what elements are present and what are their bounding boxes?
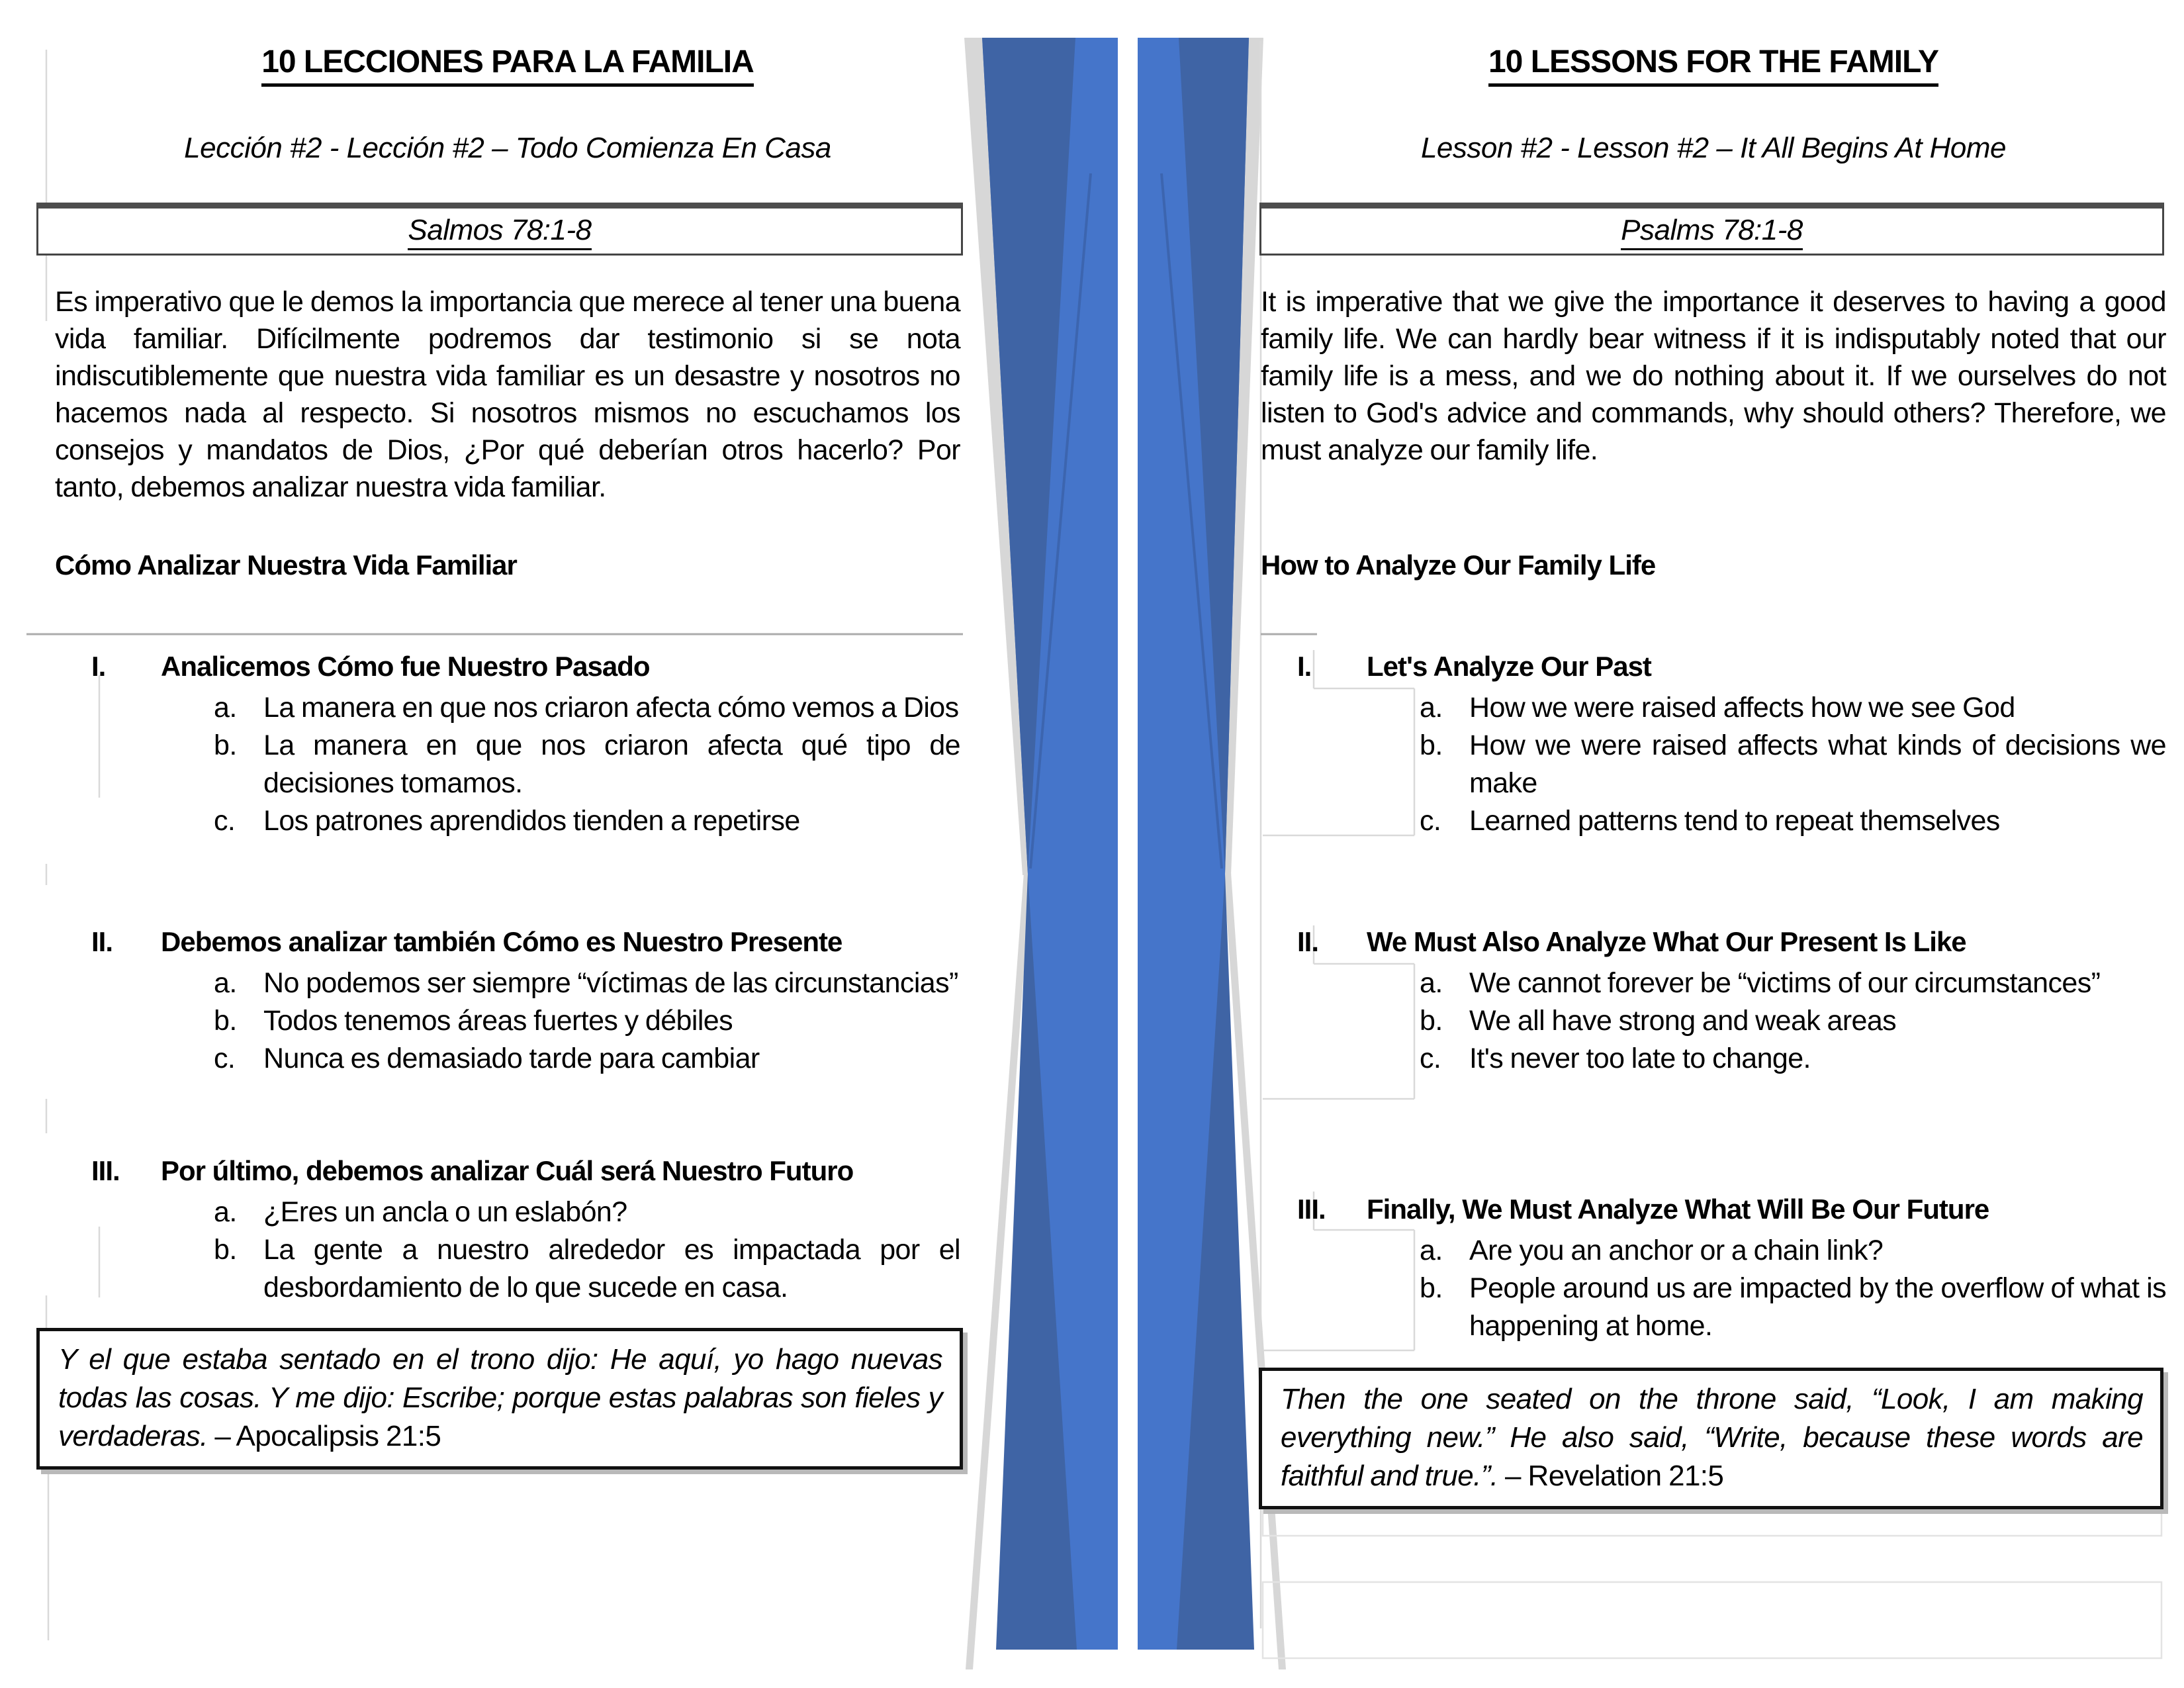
list-item <box>55 1002 960 1040</box>
item-label: c. <box>1420 1043 1441 1074</box>
item-label: c. <box>214 1043 236 1074</box>
list-item <box>55 727 960 802</box>
item-label: b. <box>214 1005 237 1037</box>
item-text: No podemos ser siempre “víctimas de las circunstancias” <box>263 967 958 999</box>
list-item <box>1261 1270 2166 1345</box>
list-item <box>1261 1002 2166 1040</box>
item-text: How we were raised affects what kinds of decisions we make <box>1469 729 2166 799</box>
item-label: a. <box>1420 967 1443 999</box>
item-text: People around us are impacted by the overflow of what is happening at home. <box>1469 1272 2166 1342</box>
scripture-reference-box-english <box>1259 203 2164 256</box>
outline-heading: Debemos analizar también Cómo es Nuestro Presente <box>161 926 842 957</box>
outline-section-1-english <box>1261 647 2166 840</box>
list-item <box>55 1040 960 1078</box>
lesson-subtitle-english: Lesson #2 - Lesson #2 – It All Begins At Home <box>1420 132 2007 164</box>
outline-numeral: III. <box>1297 1194 1326 1225</box>
list-item <box>1261 1232 2166 1270</box>
outline-heading: Analicemos Cómo fue Nuestro Pasado <box>161 651 650 682</box>
outline-heading: Por último, debemos analizar Cuál será Nuestro Futuro <box>161 1155 854 1186</box>
outline-section-2-english <box>1261 923 2166 1078</box>
outline-numeral: I. <box>1297 651 1312 682</box>
item-label: b. <box>1420 1272 1443 1304</box>
spanish-column <box>55 0 960 1688</box>
item-text: We cannot forever be “victims of our circumstances” <box>1469 967 2101 999</box>
list-item <box>1261 964 2166 1002</box>
list-item <box>55 1194 960 1231</box>
quote-text-english: Then the one seated on the throne said, “Look, I am making everything new.” He also said, “Write, because these words are faithful and true.”. <box>1281 1383 2143 1492</box>
item-label: a. <box>1420 1235 1443 1266</box>
item-text: La manera en que nos criaron afecta qué tipo de decisiones tomamos. <box>263 729 960 799</box>
intro-paragraph-english: It is imperative that we give the importance it deserves to having a good family life. We can hardly bear witness if it is indisputably noted that our family life is a mess, and we do nothing about it. If we ourselves do not listen to God's advice and commands, why should others? Therefore, we must analyze our family life. <box>1261 286 2166 466</box>
outline-heading: Let's Analyze Our Past <box>1367 651 1651 682</box>
item-label: a. <box>214 967 237 999</box>
outline-numeral: I. <box>91 651 106 682</box>
item-text: La manera en que nos criaron afecta cómo vemos a Dios <box>263 692 959 724</box>
analyze-heading-spanish: Cómo Analizar Nuestra Vida Familiar <box>55 549 517 581</box>
item-label: b. <box>1420 729 1443 761</box>
item-text: Nunca es demasiado tarde para cambiar <box>263 1043 760 1074</box>
analyze-heading-english: How to Analyze Our Family Life <box>1261 549 1656 581</box>
quote-attribution-spanish: – Apocalipsis 21:5 <box>207 1420 441 1452</box>
outline-numeral: II. <box>1297 926 1319 957</box>
item-label: b. <box>1420 1005 1443 1037</box>
list-item <box>55 689 960 727</box>
outline-heading: Finally, We Must Analyze What Will Be Our Future <box>1367 1194 1989 1225</box>
item-label: c. <box>214 805 236 837</box>
page-title-english <box>1261 42 2166 82</box>
lesson-subtitle-spanish: Lección #2 - Lección #2 – Todo Comienza En Casa <box>184 132 831 164</box>
outline-section-3-spanish <box>55 1152 960 1307</box>
scripture-reference-box-spanish <box>36 203 963 256</box>
item-text: Todos tenemos áreas fuertes y débiles <box>263 1005 733 1037</box>
item-text: How we were raised affects how we see God <box>1469 692 2015 724</box>
outline-section-2-spanish <box>55 923 960 1078</box>
quote-attribution-english: – Revelation 21:5 <box>1498 1460 1724 1492</box>
list-item <box>1261 802 2166 840</box>
outline-heading: We Must Also Analyze What Our Present Is Like <box>1367 926 1966 957</box>
item-text: La gente a nuestro alrededor es impactada por el desbordamiento de lo que sucede en casa. <box>263 1234 960 1303</box>
item-text: ¿Eres un ancla o un eslabón? <box>263 1196 627 1228</box>
item-text: Learned patterns tend to repeat themselves <box>1469 805 2000 837</box>
list-item <box>1261 1040 2166 1078</box>
page-title-english-text: 10 LESSONS FOR THE FAMILY <box>1488 44 1938 87</box>
outline-section-3-english <box>1261 1190 2166 1345</box>
english-column <box>1261 0 2166 1688</box>
list-item <box>55 802 960 840</box>
item-label: a. <box>1420 692 1443 724</box>
item-text: Los patrones aprendidos tienden a repetirse <box>263 805 800 837</box>
item-label: c. <box>1420 805 1441 837</box>
page-title-spanish <box>55 42 960 82</box>
item-label: b. <box>214 729 237 761</box>
item-text: We all have strong and weak areas <box>1469 1005 1897 1037</box>
scripture-reference-spanish: Salmos 78:1-8 <box>408 214 591 250</box>
list-item <box>1261 689 2166 727</box>
outline-numeral: III. <box>91 1155 120 1186</box>
intro-paragraph-spanish: Es imperativo que le demos la importancia que merece al tener una buena vida familiar. Difícilmente podremos dar testimonio si se nota indiscutiblemente que nuestra vida familiar es un desastre y nosotros no hacemos nada al respecto. Si nosotros mismos no escuchamos los consejos y mandatos de Dios, ¿Por qué deberían otros hacerlo? Por tanto, debemos analizar nuestra vida familiar. <box>55 286 960 503</box>
quote-text-spanish: Y el que estaba sentado en el trono dijo: He aquí, yo hago nuevas todas las cosas. Y me dijo: Escribe; porque estas palabras son fieles y verdaderas. <box>58 1343 942 1452</box>
quote-box-english <box>1259 1368 2163 1509</box>
item-label: a. <box>214 692 237 724</box>
page-title-spanish-text: 10 LECCIONES PARA LA FAMILIA <box>261 44 754 87</box>
item-label: a. <box>214 1196 237 1228</box>
outline-numeral: II. <box>91 926 113 957</box>
list-item <box>55 1231 960 1307</box>
item-text: It's never too late to change. <box>1469 1043 1811 1074</box>
outline-section-1-spanish <box>55 647 960 840</box>
item-label: b. <box>214 1234 237 1266</box>
item-text: Are you an anchor or a chain link? <box>1469 1235 1884 1266</box>
list-item <box>55 964 960 1002</box>
list-item <box>1261 727 2166 802</box>
quote-box-spanish <box>36 1328 963 1470</box>
scripture-reference-english: Psalms 78:1-8 <box>1621 214 1803 250</box>
